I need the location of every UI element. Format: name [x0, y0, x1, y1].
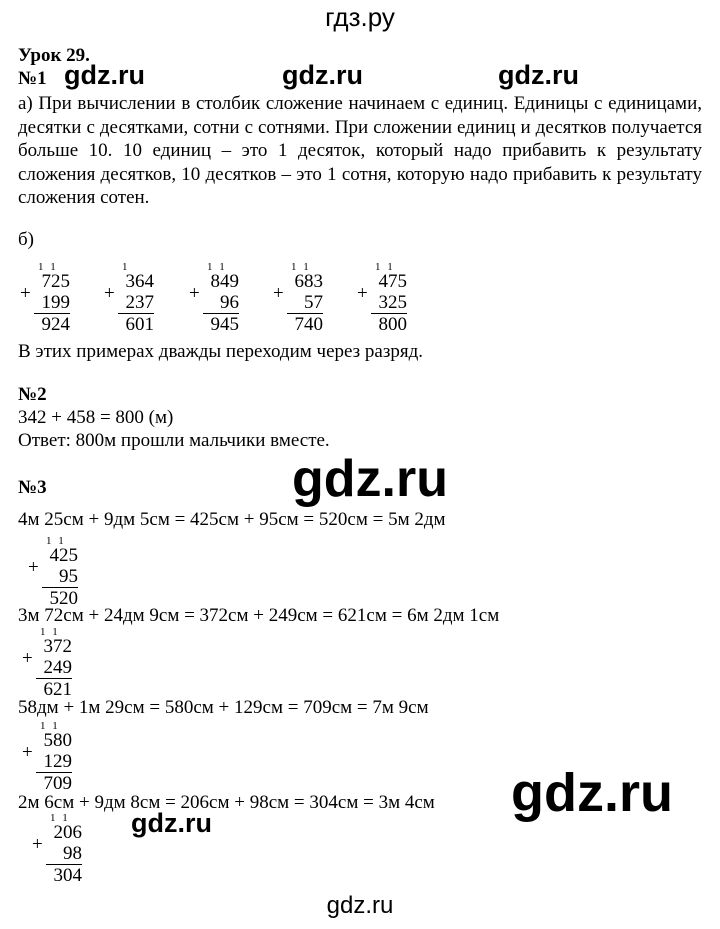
column-addition: [28, 535, 78, 609]
addend: 849: [210, 271, 239, 292]
sum: 924: [41, 314, 70, 335]
addend: 425: [49, 545, 78, 566]
watermark: gdz.ru: [282, 60, 363, 90]
addend: 364: [125, 271, 154, 292]
column-addition: [20, 261, 70, 335]
task2-equation: 342 + 458 = 800 (м): [18, 407, 174, 428]
sum: 601: [125, 314, 154, 335]
sum: 520: [49, 588, 78, 609]
task1-part-a: а) При вычислении в столбик сложение начинаем с единиц. Единицы с единицами, десятки с десятками, сотни с сотнями. При сложении единиц и десятков получается больше 10. 10 единиц – это 1 десяток, который надо прибавить к результату сложения десятков, 10 десятков – это 1 сотня, которую надо прибавить к результату сложения сотен.: [18, 93, 702, 208]
task3-label: №3: [18, 477, 47, 498]
carry-digits: 1 1: [40, 626, 60, 638]
addend: 96: [220, 292, 239, 313]
carry-digits: 1 1: [38, 261, 58, 273]
addend: 57: [304, 292, 323, 313]
plus-sign: +: [28, 557, 39, 578]
site-header: гдз.ру: [325, 2, 395, 32]
plus-sign: +: [273, 283, 284, 304]
addend: 683: [294, 271, 323, 292]
addend: 580: [43, 730, 72, 751]
plus-sign: +: [189, 283, 200, 304]
sum: 800: [378, 314, 407, 335]
task2-answer: Ответ: 800м прошли мальчики вместе.: [18, 430, 330, 451]
addend: 475: [378, 271, 407, 292]
addend: 372: [43, 636, 72, 657]
addend: 725: [41, 271, 70, 292]
watermark: gdz.ru: [498, 60, 579, 90]
watermark: gdz.ru: [292, 450, 448, 508]
plus-sign: +: [22, 648, 33, 669]
watermark-footer: gdz.ru: [326, 892, 394, 919]
task3-equation: 58дм + 1м 29см = 580см + 129см = 709см = 7м 9см: [18, 697, 429, 718]
addend: 237: [125, 292, 154, 313]
task2-label: №2: [18, 384, 47, 405]
column-addition: [104, 261, 154, 335]
watermark: gdz.ru: [64, 60, 145, 90]
sum: 740: [294, 314, 323, 335]
carry-digits: 1 1: [50, 812, 70, 824]
carry-digits: 1 1: [40, 720, 60, 732]
carry-digits: 1: [122, 261, 130, 273]
task1-label: №1: [18, 68, 47, 89]
carry-digits: 1 1: [46, 535, 66, 547]
sum: 945: [210, 314, 239, 335]
watermark: gdz.ru: [131, 808, 212, 838]
addend: 206: [53, 822, 82, 843]
column-addition: [22, 720, 72, 794]
watermark: gdz.ru: [511, 763, 673, 823]
sum: 621: [43, 679, 72, 700]
addend: 249: [43, 657, 72, 678]
plus-sign: +: [22, 742, 33, 763]
addend: 199: [41, 292, 70, 313]
lesson-title: Урок 29.: [18, 45, 90, 66]
column-addition: [189, 261, 239, 335]
column-addition: [32, 812, 82, 886]
plus-sign: +: [20, 283, 31, 304]
plus-sign: +: [357, 283, 368, 304]
column-addition: [273, 261, 323, 335]
column-addition: [357, 261, 407, 335]
sum: 709: [43, 773, 72, 794]
plus-sign: +: [32, 834, 43, 855]
addend: 129: [43, 751, 72, 772]
addend: 325: [378, 292, 407, 313]
task3-equation: 2м 6см + 9дм 8см = 206см + 98см = 304см = 3м 4см: [18, 792, 435, 813]
addend: 98: [63, 843, 82, 864]
sum: 304: [53, 865, 82, 886]
task1-conclusion: В этих примерах дважды переходим через разряд.: [18, 341, 424, 362]
addend: 95: [59, 566, 78, 587]
task3-equation: 4м 25см + 9дм 5см = 425см + 95см = 520см = 5м 2дм: [18, 509, 446, 530]
task1-part-b-label: б): [18, 229, 34, 250]
plus-sign: +: [104, 283, 115, 304]
task3-equation: 3м 72см + 24дм 9см = 372см + 249см = 621см = 6м 2дм 1см: [18, 605, 500, 626]
carry-digits: 1 1: [207, 261, 227, 273]
carry-digits: 1 1: [375, 261, 395, 273]
carry-digits: 1 1: [291, 261, 311, 273]
column-addition: [22, 626, 72, 700]
